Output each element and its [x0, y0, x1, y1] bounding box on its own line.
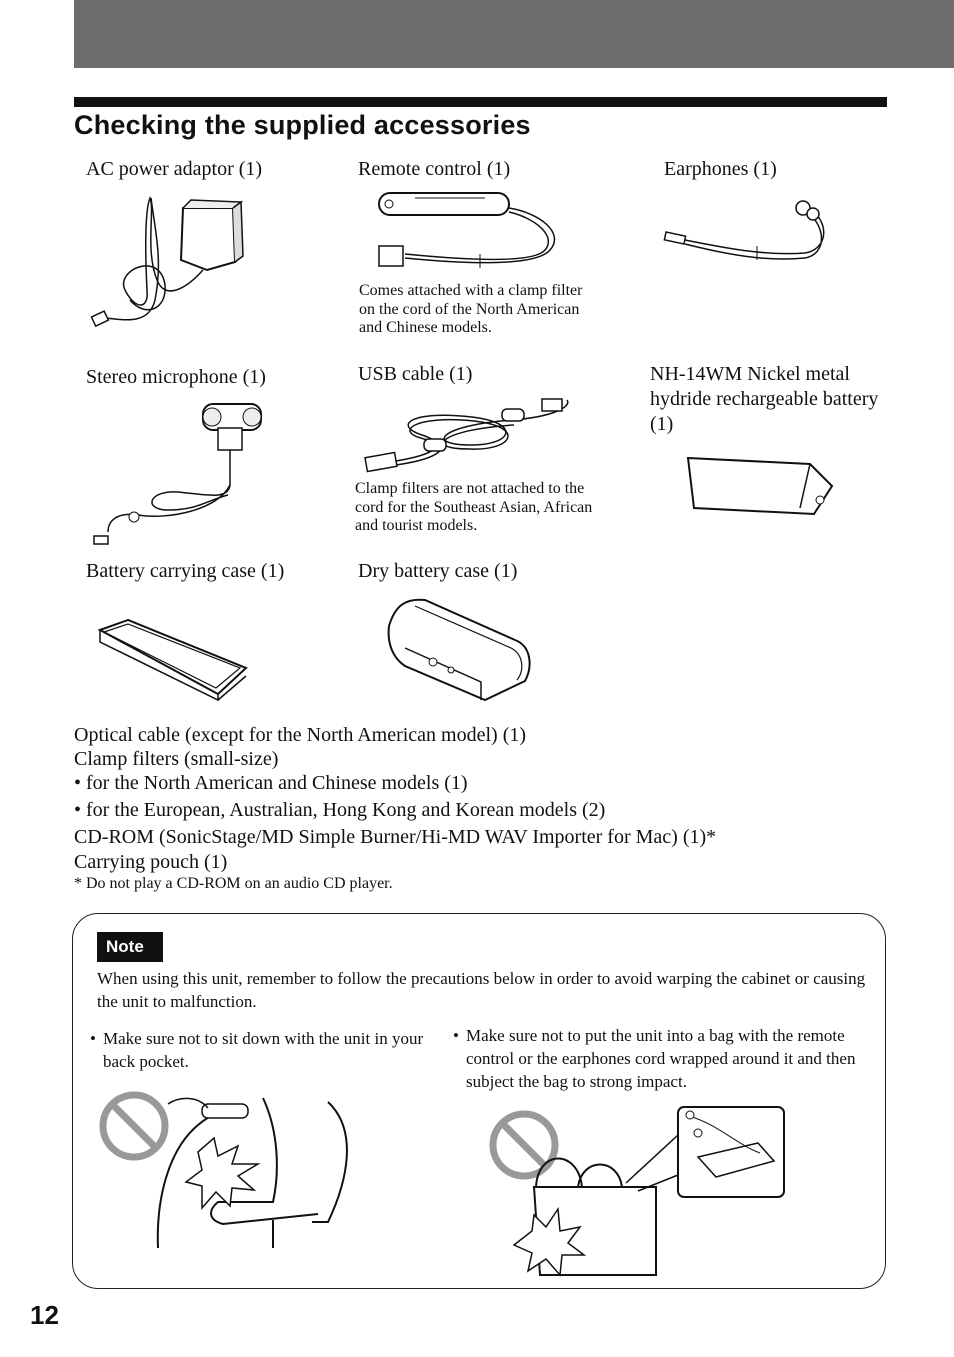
item-label-remote-control: Remote control (1)	[358, 158, 511, 180]
cd-rom-line: CD-ROM (SonicStage/MD Simple Burner/Hi-MD WAV Importer for Mac) (1)*	[74, 826, 717, 848]
battery-illustration	[684, 450, 836, 522]
note-bullet-1-glyph: •	[90, 1029, 96, 1048]
clamp-filters-bullet-2: • for the European, Australian, Hong Kong and Korean models (2)	[74, 799, 606, 821]
note-bullet-2-glyph: •	[453, 1026, 459, 1045]
item-label-battery-carrying-case: Battery carrying case (1)	[86, 560, 285, 582]
no-sitting-warning-illustration	[98, 1090, 363, 1252]
earphones-illustration	[665, 198, 830, 268]
bullet: •	[74, 772, 82, 794]
bullet: •	[74, 799, 82, 821]
item-label-usb-cable: USB cable (1)	[358, 363, 473, 385]
usb-cable-illustration	[362, 395, 582, 475]
note-intro: When using this unit, remember to follow the precautions below in order to avoid warping the cabinet or causing the unit to malfunction.	[97, 969, 866, 1011]
ac-adaptor-illustration	[85, 190, 245, 340]
note-bullet-2-text: Make sure not to put the unit into a bag with the remote control or the earphones cord wrapped around it and then subject the bag to strong impact.	[466, 1026, 856, 1091]
optical-cable-line: Optical cable (except for the North American model) (1)	[74, 724, 527, 746]
page-title: Checking the supplied accessories	[74, 110, 531, 140]
carrying-pouch-line: Carrying pouch (1)	[74, 851, 228, 873]
usb-cable-caption: Clamp filters are not attached to the cord for the Southeast Asian, African and tourist models.	[355, 480, 593, 534]
clamp-filters-line: Clamp filters (small-size)	[74, 748, 279, 770]
remote-control-illustration	[375, 188, 565, 278]
item-label-stereo-microphone: Stereo microphone (1)	[86, 366, 266, 388]
remote-control-caption: Comes attached with a clamp filter on the cord of the North American and Chinese models.	[359, 282, 583, 336]
bag-impact-warning-illustration	[488, 1105, 788, 1280]
page-number: 12	[30, 1300, 59, 1330]
section-rule	[74, 97, 887, 107]
note-tag: Note	[97, 932, 163, 962]
item-label-dry-battery-case: Dry battery case (1)	[358, 560, 518, 582]
stereo-microphone-illustration	[88, 400, 268, 550]
item-label-battery: NH-14WM Nickel metal hydride rechargeable battery (1)	[650, 363, 879, 435]
dry-battery-case-illustration	[385, 596, 535, 706]
item-label-earphones: Earphones (1)	[664, 158, 777, 180]
clamp-filters-bullet-1: • for the North American and Chinese models (1)	[74, 772, 468, 794]
note-bullet-1-text: Make sure not to sit down with the unit in your back pocket.	[103, 1029, 424, 1071]
item-label-ac-adaptor: AC power adaptor (1)	[86, 158, 263, 180]
chapter-header-bar	[74, 0, 954, 68]
footnote: * Do not play a CD-ROM on an audio CD player.	[74, 875, 393, 892]
battery-case-illustration	[98, 618, 250, 700]
